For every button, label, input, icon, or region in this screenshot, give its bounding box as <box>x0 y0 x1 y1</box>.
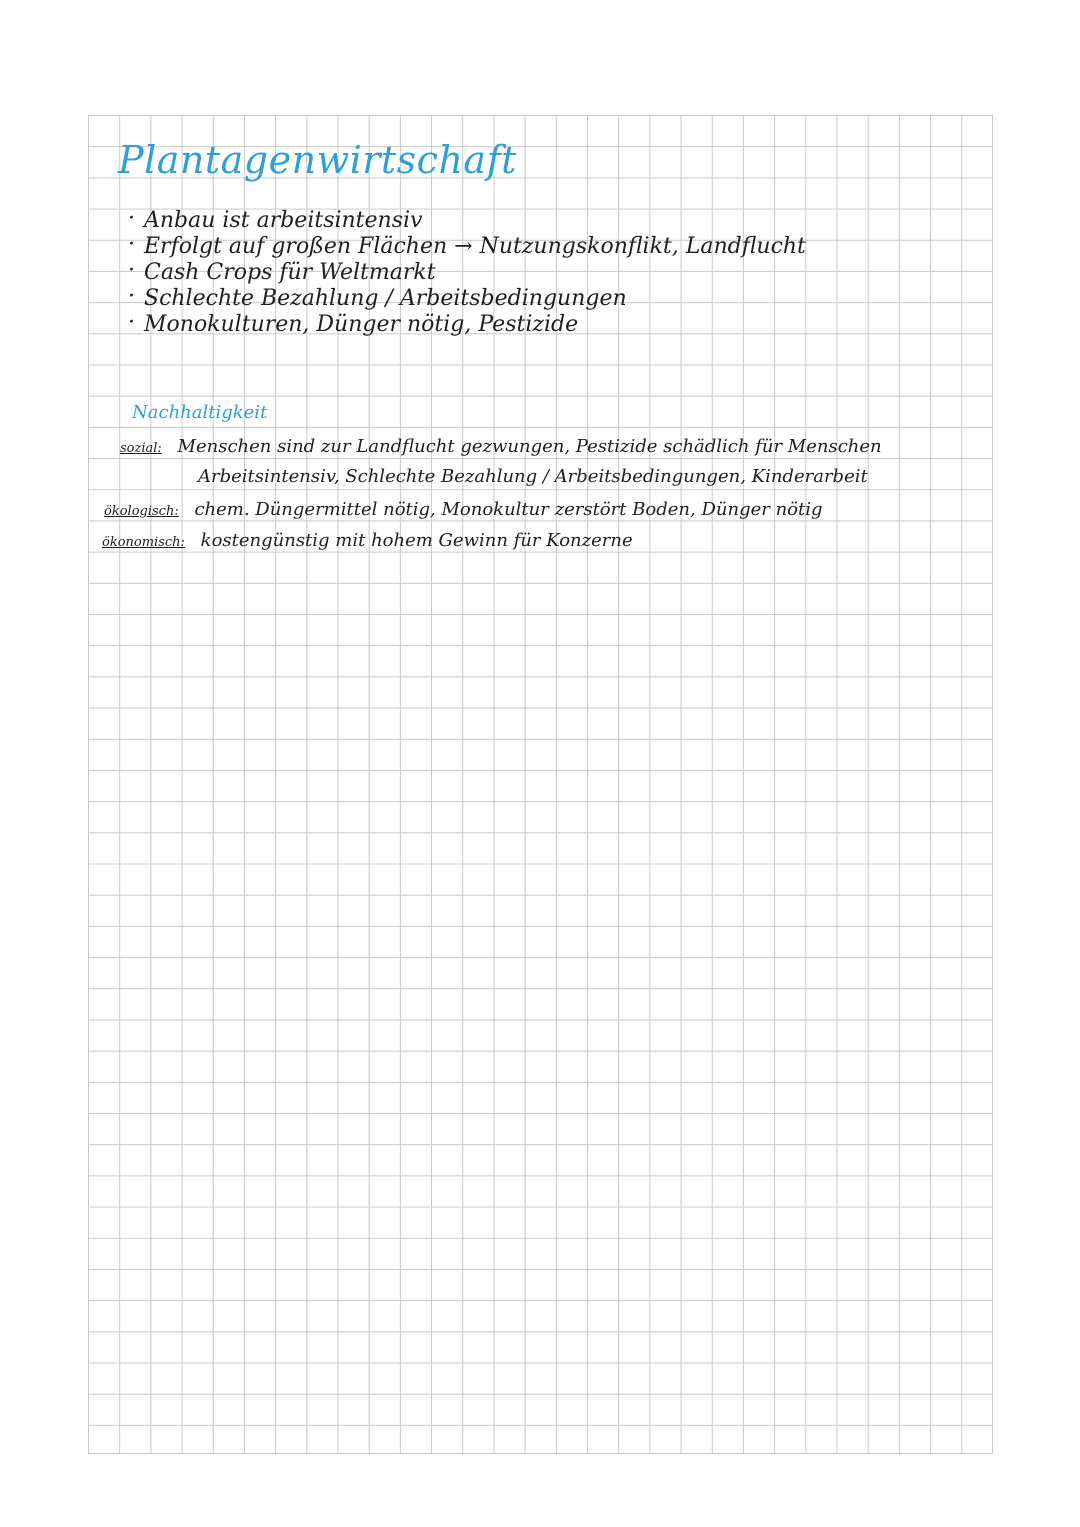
bullet-list <box>128 208 806 338</box>
sozial-label: sozial: <box>120 441 162 456</box>
page-title: Plantagenwirtschaft <box>118 138 517 182</box>
list-item: · Monokulturen, Dünger nötig, Pestizide <box>128 312 806 338</box>
oekologisch-text: chem. Düngermittel nötig, Monokultur zerstört Boden, Dünger nötig <box>194 499 823 520</box>
sozial-row <box>120 436 882 457</box>
list-item: · Schlechte Bezahlung / Arbeitsbedingungen <box>128 286 806 312</box>
oekologisch-label: ökologisch: <box>104 504 179 519</box>
oekologisch-row <box>104 499 823 520</box>
oekonomisch-row <box>102 530 633 551</box>
sozial-text-line1: Menschen sind zur Landflucht gezwungen, Pestizide schädlich für Menschen <box>177 436 882 457</box>
list-item: · Anbau ist arbeitsintensiv <box>128 208 806 234</box>
oekonomisch-label: ökonomisch: <box>102 535 185 550</box>
list-item: · Cash Crops für Weltmarkt <box>128 260 806 286</box>
oekonomisch-text: kostengünstig mit hohem Gewinn für Konzerne <box>200 530 633 551</box>
section-title: Nachhaltigkeit <box>132 402 268 423</box>
sozial-text-line2: Arbeitsintensiv, Schlechte Bezahlung / Arbeitsbedingungen, Kinderarbeit <box>198 466 868 487</box>
sozial-row-continued <box>198 466 868 487</box>
list-item: · Erfolgt auf großen Flächen → Nutzungskonflikt, Landflucht <box>128 234 806 260</box>
